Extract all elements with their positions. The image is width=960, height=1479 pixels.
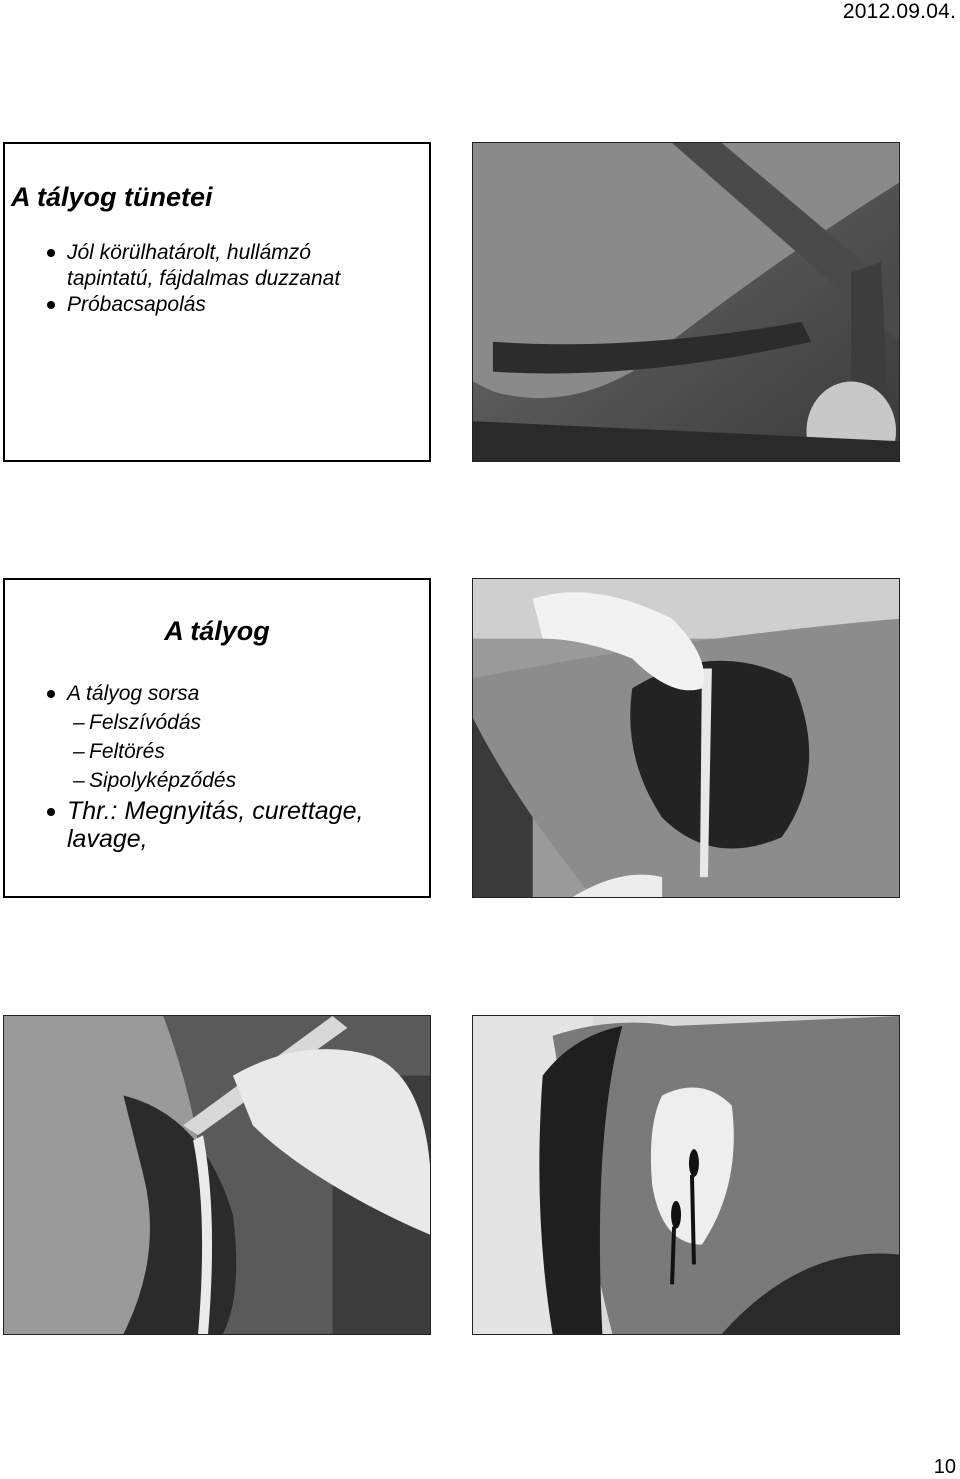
bullet-text: Jól körülhatárolt, hullámzó tapintatú, fájdalmas duzzanat bbox=[67, 241, 341, 290]
sub-bullet-text: Feltörés bbox=[89, 740, 165, 763]
bullet-item bbox=[45, 797, 407, 853]
bullet-text: A tályog sorsa bbox=[67, 682, 200, 705]
horse-head-photo bbox=[472, 142, 900, 462]
page-number: 10 bbox=[933, 1456, 956, 1478]
sub-bullet-item: – Feltörés bbox=[73, 740, 165, 763]
slide-abscess bbox=[3, 578, 431, 898]
horse-hindquarter-wound-photo bbox=[472, 1015, 900, 1335]
bullet-list bbox=[45, 240, 387, 318]
sub-bullet-item: – Sipolyképződés bbox=[73, 769, 237, 792]
sub-bullet-text: Felszívódás bbox=[89, 711, 202, 734]
sub-bullet-text: Sipolyképződés bbox=[89, 769, 237, 792]
print-date: 2012.09.04. bbox=[842, 0, 956, 23]
bullet-item bbox=[45, 240, 387, 292]
syringe-lavage-photo bbox=[3, 1015, 431, 1335]
sub-bullet-item: – Felszívódás bbox=[73, 711, 202, 734]
slide-title: A tályog bbox=[164, 616, 270, 646]
bullet-dot-icon bbox=[47, 808, 55, 816]
horse-shoulder-abscess-drainage-photo bbox=[472, 578, 900, 898]
bullet-text: Thr.: Megnyitás, curettage, lavage, bbox=[67, 797, 364, 853]
bullet-dot-icon bbox=[47, 249, 55, 257]
slide-title: A tályog tünetei bbox=[11, 182, 213, 212]
bullet-dot-icon bbox=[47, 690, 55, 698]
bullet-item bbox=[45, 292, 387, 318]
bullet-text: Próbacsapolás bbox=[67, 293, 206, 316]
bullet-item bbox=[45, 680, 407, 708]
bullet-list bbox=[45, 680, 407, 853]
slide-symptoms bbox=[3, 142, 431, 462]
bullet-dot-icon bbox=[47, 301, 55, 309]
